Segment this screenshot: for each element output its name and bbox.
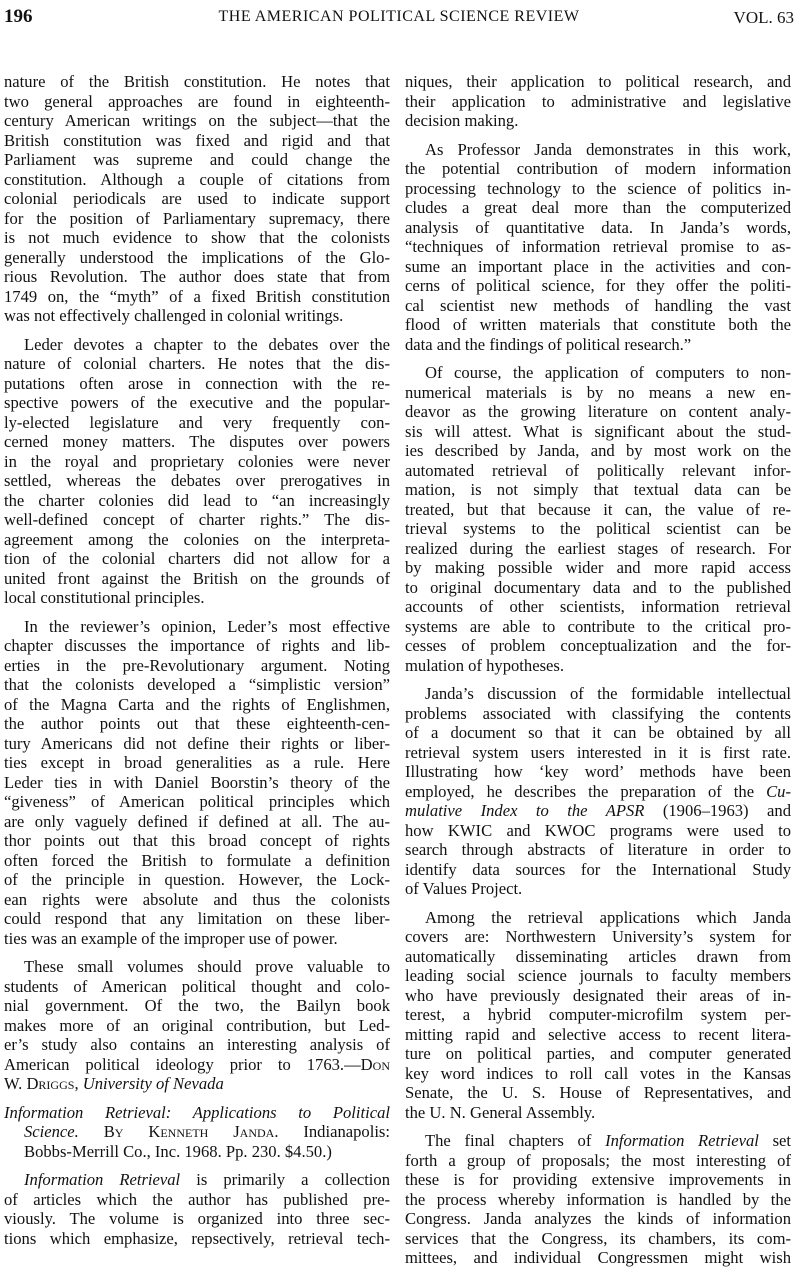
text-line: cerned money matters. The disputes over powers	[4, 432, 390, 451]
paragraph	[405, 363, 791, 675]
text-line: cal scientist new methods of handling the vast	[405, 295, 791, 315]
text-line: chapter discusses the importance of rights and lib-	[4, 636, 390, 655]
text-line: could respond that any limitation on these liber-	[4, 909, 390, 928]
text-line: Parliament was supreme and could change the	[4, 150, 390, 169]
volume-number: VOL. 63	[733, 8, 794, 27]
text-line: local constitutional principles.	[4, 588, 205, 607]
text-line: deavor as the growing literature on content analy-	[405, 402, 791, 421]
text-line: students of American political thought and colo-	[4, 976, 390, 996]
text-line: accounts of other scientists, information retrieval	[405, 597, 791, 616]
text-line: of Values Project.	[405, 879, 523, 898]
paragraph	[4, 957, 390, 1094]
text-line: Congress. Janda analyzes the kinds of information	[405, 1209, 791, 1228]
text-line: flood of written materials that constitute both the	[405, 315, 791, 334]
text-line: the process whereby information is handled by the	[405, 1189, 791, 1209]
text-line: tury Americans did not define their rights or liber-	[4, 733, 390, 753]
paragraph	[4, 335, 390, 608]
text-line: spective powers of the executive and the popular-	[4, 393, 390, 412]
text-line: tion of the colonial charters did not allow for a	[4, 549, 390, 568]
text-line: mulation of hypotheses.	[405, 655, 565, 675]
text-line: treated, but that because it can, the value of re-	[405, 499, 791, 519]
paragraph	[405, 908, 791, 1123]
text-line: Science. By Kenneth Janda. Indianapolis:	[24, 1122, 391, 1141]
text-line: Leder ties in with Daniel Boorstin’s theory of the	[4, 772, 390, 792]
paragraph	[405, 72, 791, 131]
text-line: covers are: Northwestern University’s system for	[405, 927, 791, 946]
text-line: colonial periodicals are used to indicate support	[4, 189, 390, 208]
text-line: analysis of quantitative data. In Janda’s words,	[405, 217, 791, 237]
page-number: 196	[4, 6, 33, 27]
paragraph	[4, 617, 390, 949]
text-line: often forced the British to formulate a definition	[4, 850, 390, 870]
text-line: ean rights were absolute and thus the colonists	[4, 889, 390, 909]
text-line: American political ideology prior to 1763.—Don	[4, 1054, 390, 1074]
text-line: Illustrating how ‘key word’ methods have been	[405, 762, 791, 781]
text-line: by making possible wider and more rapid access	[405, 558, 791, 577]
text-line: forth a group of proposals; the most interesting of	[405, 1150, 791, 1170]
text-line: sis will attest. What is significant about the stud-	[405, 421, 791, 441]
text-line: the potential contribution of modern information	[405, 159, 791, 178]
text-line: realized during the earliest stages of research. For	[405, 538, 791, 558]
text-line: makes more of an original contribution, but Led-	[4, 1015, 390, 1035]
text-line: Information Retrieval: Applications to Political	[4, 1102, 390, 1122]
text-line: mitting rapid and selective access to recent litera-	[405, 1024, 791, 1044]
text-line: viously. The volume is organized into three sec-	[4, 1209, 390, 1228]
right-column	[405, 72, 791, 1277]
text-line: rious Revolution. The author does state that from	[4, 267, 390, 286]
text-line: settled, whereas the debates over prerogatives in	[4, 471, 390, 490]
text-line: Of course, the application of computers to non-	[425, 363, 791, 382]
text-line: two general approaches are found in eighteenth-	[4, 91, 390, 111]
text-line: Senate, the U. S. House of Representatives, and	[405, 1083, 791, 1102]
text-line: well-defined concept of charter rights.” The dis-	[4, 510, 390, 529]
text-line: erties in the pre-Revolutionary argument. Noting	[4, 655, 390, 675]
text-line: ties except in broad generalities as a rule. Here	[4, 753, 390, 772]
text-line: processing technology to the science of politics in-	[405, 178, 791, 198]
text-line: services that the Congress, its chambers, its com-	[405, 1228, 791, 1248]
text-line: automatically disseminating articles drawn from	[405, 946, 791, 966]
text-line: numerical materials is by no means a new en-	[405, 382, 791, 402]
text-line: W. Driggs, University of Nevada	[4, 1074, 224, 1093]
text-line: tions which emphasize, repsectively, retrieval tech-	[4, 1228, 390, 1248]
text-line: cesses of problem conceptualization and the for-	[405, 636, 791, 655]
text-line: search through abstracts of literature in order to	[405, 840, 791, 859]
text-line: problems associated with classifying the contents	[405, 703, 791, 723]
text-line: In the reviewer’s opinion, Leder’s most effective	[24, 616, 390, 636]
text-line: data and the findings of political research.”	[405, 334, 692, 354]
text-line: these is for providing extensive improvements in	[405, 1170, 791, 1189]
text-line: The final chapters of Information Retrieval set	[425, 1131, 791, 1150]
text-line: ture on political parties, and computer generated	[405, 1044, 791, 1063]
text-line: nial government. Of the two, the Bailyn book	[4, 996, 390, 1015]
text-line: decision making.	[405, 111, 519, 130]
left-column	[4, 72, 390, 1257]
text-line: sume an important place in the activities and con-	[405, 256, 791, 276]
text-line: Bobbs-Merrill Co., Inc. 1968. Pp. 230. $4.50.)	[24, 1141, 332, 1161]
paragraph	[4, 1170, 390, 1248]
text-line: the charter colonies did lead to “an increasingly	[4, 490, 390, 510]
text-line: cludes a great deal more than the computerized	[405, 198, 791, 217]
text-line: their application to administrative and legislative	[405, 91, 791, 111]
text-line: retrieval system users interested in it is first rate.	[405, 742, 791, 762]
paragraph	[405, 684, 791, 899]
text-line: mulative Index to the APSR (1906–1963) and	[405, 801, 792, 820]
text-line: systems are able to contribute to the critical pro-	[405, 616, 791, 636]
text-line: identify data sources for the International Study	[405, 859, 791, 879]
text-line: of the Magna Carta and the rights of Englishmen,	[4, 694, 390, 714]
text-line: agreement among the colonies on the interpreta-	[4, 529, 390, 549]
text-line: the author points out that these eighteenth-cen-	[4, 714, 390, 733]
text-line: century American writings on the subject—that the	[4, 111, 390, 130]
text-line: Information Retrieval is primarily a collection	[24, 1170, 391, 1189]
text-line: Among the retrieval applications which Janda	[425, 907, 791, 927]
text-line: “giveness” of American political principles which	[4, 792, 390, 811]
text-line: that the colonists developed a “simplistic version”	[4, 675, 390, 694]
text-line: of the principle in question. However, the Lock-	[4, 870, 390, 889]
text-line: is not much evidence to show that the colonists	[4, 228, 390, 247]
text-line: generally understood the implications of the Glo-	[4, 247, 390, 267]
book-citation-heading	[4, 1103, 390, 1162]
text-line: to original documentary data and to the published	[405, 577, 791, 597]
text-line: trieval systems to the political scientist can be	[405, 519, 791, 538]
text-line: terest, a hybrid computer-microfilm system per-	[405, 1005, 791, 1024]
text-line: leading social science journals to faculty members	[405, 966, 791, 985]
text-line: These small volumes should prove valuable to	[24, 957, 390, 976]
text-line: key word indices to roll call votes in the Kansas	[405, 1063, 791, 1083]
text-line: ties was an example of the improper use of power.	[4, 928, 338, 948]
text-line: nature of the British constitution. He notes that	[4, 72, 390, 91]
text-line: Janda’s discussion of the formidable intellectual	[425, 684, 791, 703]
text-line: was not effectively challenged in colonial writings.	[4, 306, 344, 325]
text-line: for the position of Parliamentary supremacy, there	[4, 208, 390, 228]
text-line: mittees, and individual Congressmen might wish	[405, 1248, 791, 1267]
text-line: united front against the British on the grounds of	[4, 568, 390, 588]
paragraph	[405, 1131, 791, 1268]
text-line: in the royal and proprietary colonies were never	[4, 451, 390, 471]
text-line: nature of colonial charters. He notes that the dis-	[4, 354, 390, 373]
text-line: 1749 on, the “myth” of a fixed British constitution	[4, 286, 390, 306]
text-line: ies described by Janda, and by most work on the	[405, 441, 791, 460]
text-line: ly-elected legislature and very frequently con-	[4, 412, 390, 432]
text-line: automated retrieval of politically relevant infor-	[405, 460, 791, 480]
text-line: how KWIC and KWOC programs were used to	[405, 820, 791, 840]
text-line: “techniques of information retrieval promise to as-	[405, 237, 791, 256]
text-line: mation, is not simply that textual data can be	[405, 480, 791, 499]
text-line: putations often arose in connection with the re-	[4, 373, 390, 393]
text-line: employed, he describes the preparation of the Cu-	[405, 781, 791, 801]
text-line: who have previously designated their areas of in-	[405, 985, 791, 1005]
journal-title: THE AMERICAN POLITICAL SCIENCE REVIEW	[218, 8, 580, 25]
text-line: er’s study also contains an interesting analysis of	[4, 1035, 390, 1054]
text-line: constitution. Although a couple of citations from	[4, 169, 390, 189]
text-line: the U. N. General Assembly.	[405, 1102, 596, 1122]
text-line: niques, their application to political research, and	[405, 72, 791, 91]
text-line: thor points out that this broad concept of rights	[4, 831, 390, 850]
text-line: Leder devotes a chapter to the debates over the	[24, 334, 390, 354]
paragraph	[4, 72, 390, 326]
running-header	[4, 6, 794, 34]
text-line: of articles which the author has published pre-	[4, 1189, 390, 1209]
text-line: of a document so that it can be obtained by all	[405, 723, 791, 742]
text-line: cerns of political science, for they offer the politi-	[405, 276, 791, 295]
paragraph	[405, 140, 791, 355]
text-line: are only vaguely defined if defined at all. The au-	[4, 811, 390, 831]
text-line: British constitution was fixed and rigid and that	[4, 130, 390, 150]
text-line: As Professor Janda demonstrates in this work,	[425, 139, 791, 159]
